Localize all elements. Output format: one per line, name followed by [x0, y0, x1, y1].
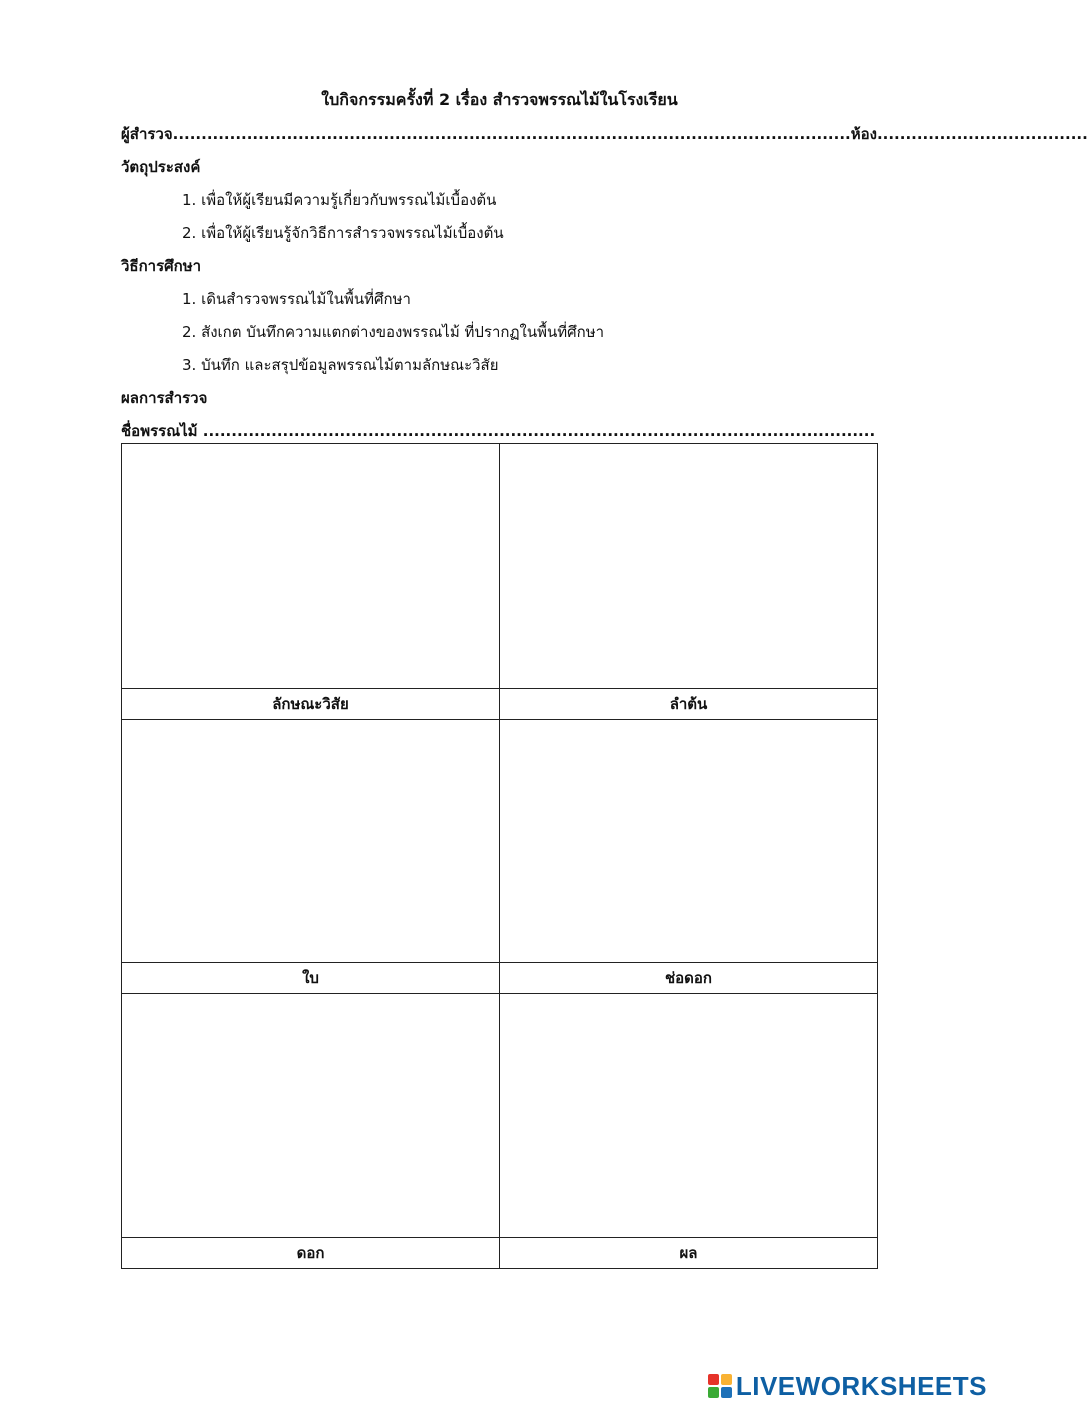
method-heading: วิธีการศึกษา [121, 257, 202, 275]
habit-drawing-box[interactable] [121, 443, 500, 689]
method-item: 2. สังเกต บันทึกความแตกต่างของพรรณไม้ ที่ปรากฏในพื้นที่ศึกษา [182, 323, 605, 341]
method-item: 3. บันทึก และสรุปข้อมูลพรรณไม้ตามลักษณะวิสัย [182, 356, 499, 374]
leaf-label: ใบ [121, 962, 500, 994]
stem-label: ลำต้น [499, 688, 878, 720]
objective-item: 1. เพื่อให้ผู้เรียนมีความรู้เกี่ยวกับพรรณไม้เบื้องต้น [182, 191, 497, 209]
plant-name-line: ชื่อพรรณไม้ ...................................................................................................................... [121, 422, 876, 440]
inflorescence-drawing-box[interactable] [499, 719, 878, 963]
liveworksheets-logo-icon [708, 1374, 732, 1398]
objectives-heading: วัตถุประสงค์ [121, 158, 201, 176]
worksheet-title: ใบกิจกรรมครั้งที่ 2 เรื่อง สำรวจพรรณไม้ในโรงเรียน [321, 90, 678, 109]
stem-drawing-box[interactable] [499, 443, 878, 689]
liveworksheets-logo [708, 1371, 987, 1401]
flower-label: ดอก [121, 1237, 500, 1269]
brand-name: LIVEWORKSHEETS [735, 1370, 987, 1401]
fruit-drawing-box[interactable] [499, 993, 878, 1238]
fruit-label: ผล [499, 1237, 878, 1269]
surveyor-line: ผู้สำรวจ.......................................................................................................................ห้อง..................................... [121, 125, 1088, 143]
results-heading: ผลการสำรวจ [121, 389, 208, 407]
leaf-drawing-box[interactable] [121, 719, 500, 963]
flower-drawing-box[interactable] [121, 993, 500, 1238]
inflorescence-label: ช่อดอก [499, 962, 878, 994]
objective-item: 2. เพื่อให้ผู้เรียนรู้จักวิธีการสำรวจพรรณไม้เบื้องต้น [182, 224, 504, 242]
method-item: 1. เดินสำรวจพรรณไม้ในพื้นที่ศึกษา [182, 290, 411, 308]
habit-label: ลักษณะวิสัย [121, 688, 500, 720]
